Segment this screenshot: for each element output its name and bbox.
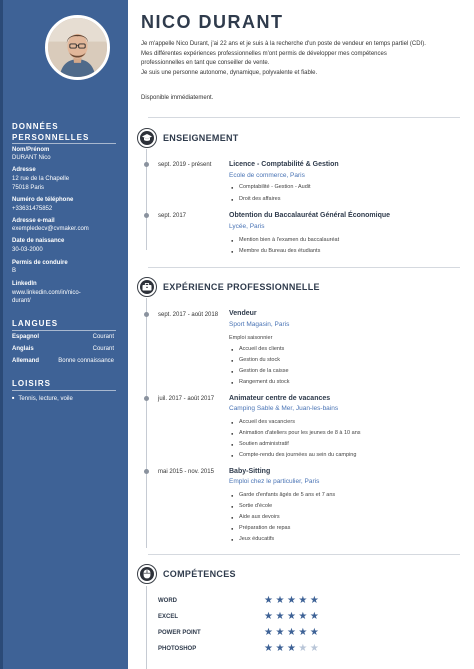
timeline-dot [144,213,149,218]
field-value-address-line-1: 12 rue de la Chapelle [12,176,70,182]
experience-role: Baby-Sitting [229,468,271,475]
education-school: Ecole de commerce, Paris [229,172,305,179]
experience-bullet: ● Gestion du stock [239,357,280,364]
language-name: Anglais [12,346,34,352]
skill-name: WORD [158,598,177,604]
experience-title: EXPÉRIENCE PROFESSIONNELLE [163,282,320,292]
skill-rating [264,628,321,638]
star-filled-icon: ★ [275,643,287,654]
language-name: Espagnol [12,334,40,340]
profile-line: Je suis une personne autonome, dynamique, polyvalente et fiable. [141,69,318,76]
field-label-birthdate: Date de naissance [12,238,65,244]
skills-section-icon [137,564,157,584]
star-filled-icon: ★ [309,611,322,622]
personal-data-title-line-2: PERSONNELLES [12,133,90,142]
field-label-phone: Numéro de téléphone [12,197,74,203]
timeline-dot [144,396,149,401]
star-empty-icon: ★ [298,643,310,654]
star-filled-icon: ★ [264,643,276,654]
education-school: Lycée, Paris [229,223,265,230]
experience-bullet: ● Sortie d'école [239,503,272,510]
experience-role: Vendeur [229,310,257,317]
hobby-item-text: Tennis, lecture, voile [18,396,73,402]
skills-timeline [146,586,147,669]
field-label-linkedin: LinkedIn [12,281,37,287]
star-filled-icon: ★ [275,611,287,622]
education-section-icon [137,128,157,148]
experience-description: Emploi saisonnier [229,335,273,341]
star-filled-icon: ★ [309,627,322,638]
experience-section-icon [137,277,157,297]
star-filled-icon: ★ [286,643,299,654]
experience-date: sept. 2017 - août 2018 [158,312,219,318]
experience-bullet: ● Compte-rendu des journées au sein du camping [239,452,356,459]
experience-top-divider [148,267,460,268]
timeline-dot [144,312,149,317]
personal-data-title [12,121,89,143]
hobby-item [12,394,73,403]
star-empty-icon: ★ [309,643,322,654]
education-degree: Licence - Comptabilité & Gestion [229,161,339,168]
education-bullet: ● Droit des affaires [239,196,280,203]
field-label-address: Adresse [12,167,36,173]
field-value-birthdate: 30-03-2000 [12,247,43,253]
experience-bullet: ● Jeux éducatifs [239,536,274,543]
profile-line: Je m'appelle Nico Durant, j'ai 22 ans et je suis à la recherche d'un poste de vendeur en temps partiel (CDI). [141,41,426,47]
experience-date: mai 2015 - nov. 2015 [158,469,214,475]
timeline-dot [144,469,149,474]
experience-date: juil. 2017 - août 2017 [158,396,215,402]
experience-company: Camping Sable & Mer, Juan-les-bains [229,405,339,412]
field-label-email: Adresse e-mail [12,218,55,224]
star-filled-icon: ★ [298,627,310,638]
field-value-license: B [12,268,17,274]
star-filled-icon: ★ [275,627,287,638]
avatar-photo [48,18,107,77]
education-bullet: ● Mention bien à l'examen du baccalauréat [239,237,339,244]
skills-top-divider [148,554,460,555]
star-filled-icon: ★ [309,595,322,606]
education-title: ENSEIGNEMENT [163,133,239,143]
skill-name: EXCEL [158,614,179,620]
star-filled-icon: ★ [264,611,276,622]
graduation-cap-icon [142,134,152,142]
star-filled-icon: ★ [264,627,276,638]
star-filled-icon: ★ [286,595,299,606]
star-filled-icon: ★ [286,611,299,622]
avatar [45,15,110,80]
language-name: Allemand [12,358,40,364]
star-filled-icon: ★ [298,595,310,606]
field-value-phone: +33631475852 [12,206,53,212]
profile-summary [141,40,459,78]
experience-bullet: ● Accueil des vacanciers [239,419,295,426]
candidate-name: NICO DURANT [141,12,284,32]
language-level: Courant [92,346,114,352]
field-value-linkedin-line-2[interactable]: durant/ [12,298,31,304]
education-date: sept. 2017 [158,213,187,219]
personal-data-title-line-1: DONNÉES [12,122,59,131]
field-value-linkedin-line-1[interactable]: www.linkedin.com/in/nico- [12,290,81,296]
briefcase-icon [142,283,152,291]
star-filled-icon: ★ [298,611,310,622]
education-date: sept. 2019 - présent [158,162,212,168]
timeline-dot [144,162,149,167]
mouse-icon [143,569,151,579]
experience-bullet: ● Soutien administratif [239,441,289,448]
experience-bullet: ● Préparation de repas [239,525,290,532]
experience-bullet: ● Accueil des clients [239,346,284,353]
star-filled-icon: ★ [275,595,287,606]
experience-company: Sport Magasin, Paris [229,321,290,328]
skill-rating [264,644,321,654]
field-label-license: Permis de conduire [12,260,68,266]
experience-bullet: ● Aide aux devoirs [239,514,280,521]
field-value-address-line-2: 75018 Paris [12,185,45,191]
star-filled-icon: ★ [264,595,276,606]
skill-name: PHOTOSHOP [158,646,197,652]
profile-line: professionnelles en tant que conseiller de vente. [141,60,270,66]
sidebar [0,0,128,669]
education-top-divider [148,117,460,118]
languages-divider [12,330,116,331]
field-label-name: Nom/Prénom [12,147,50,153]
experience-bullet: ● Rangement du stock [239,379,289,386]
field-value-name: DURANT Nico [12,155,51,161]
language-level: Courant [92,334,114,340]
experience-role: Animateur centre de vacances [229,395,331,402]
experience-company: Emploi chez le particulier, Paris [229,478,320,485]
skill-rating [264,612,321,622]
language-level: Bonne connaissance [58,358,114,364]
education-bullet: ● Membre du Bureau des étudiants [239,248,320,255]
skill-name: POWER POINT [158,630,201,636]
profile-line: Mes différentes expériences professionnelles m'ont permis de développer mes compétences [141,50,387,57]
hobbies-divider [12,390,116,391]
skills-title: COMPÉTENCES [163,569,236,579]
education-bullet: ● Comptabilité - Gestion - Audit [239,184,311,191]
personal-data-divider [12,143,116,144]
sidebar-edge [0,0,3,669]
availability-text: Disponible immédiatement. [141,95,214,101]
experience-bullet: ● Garde d'enfants âgés de 5 ans et 7 ans [239,492,335,499]
experience-timeline [146,298,147,548]
languages-title: LANGUES [12,319,59,328]
hobbies-title: LOISIRS [12,379,52,388]
experience-bullet: ● Gestion de la caisse [239,368,289,375]
star-filled-icon: ★ [286,627,299,638]
field-value-email[interactable]: exempledecv@cvmaker.com [12,226,89,232]
education-degree: Obtention du Baccalauréat Général Économique [229,212,391,219]
experience-bullet: ● Animation d'ateliers pour les jeunes de 8 à 10 ans [239,430,361,437]
skill-rating [264,596,321,606]
